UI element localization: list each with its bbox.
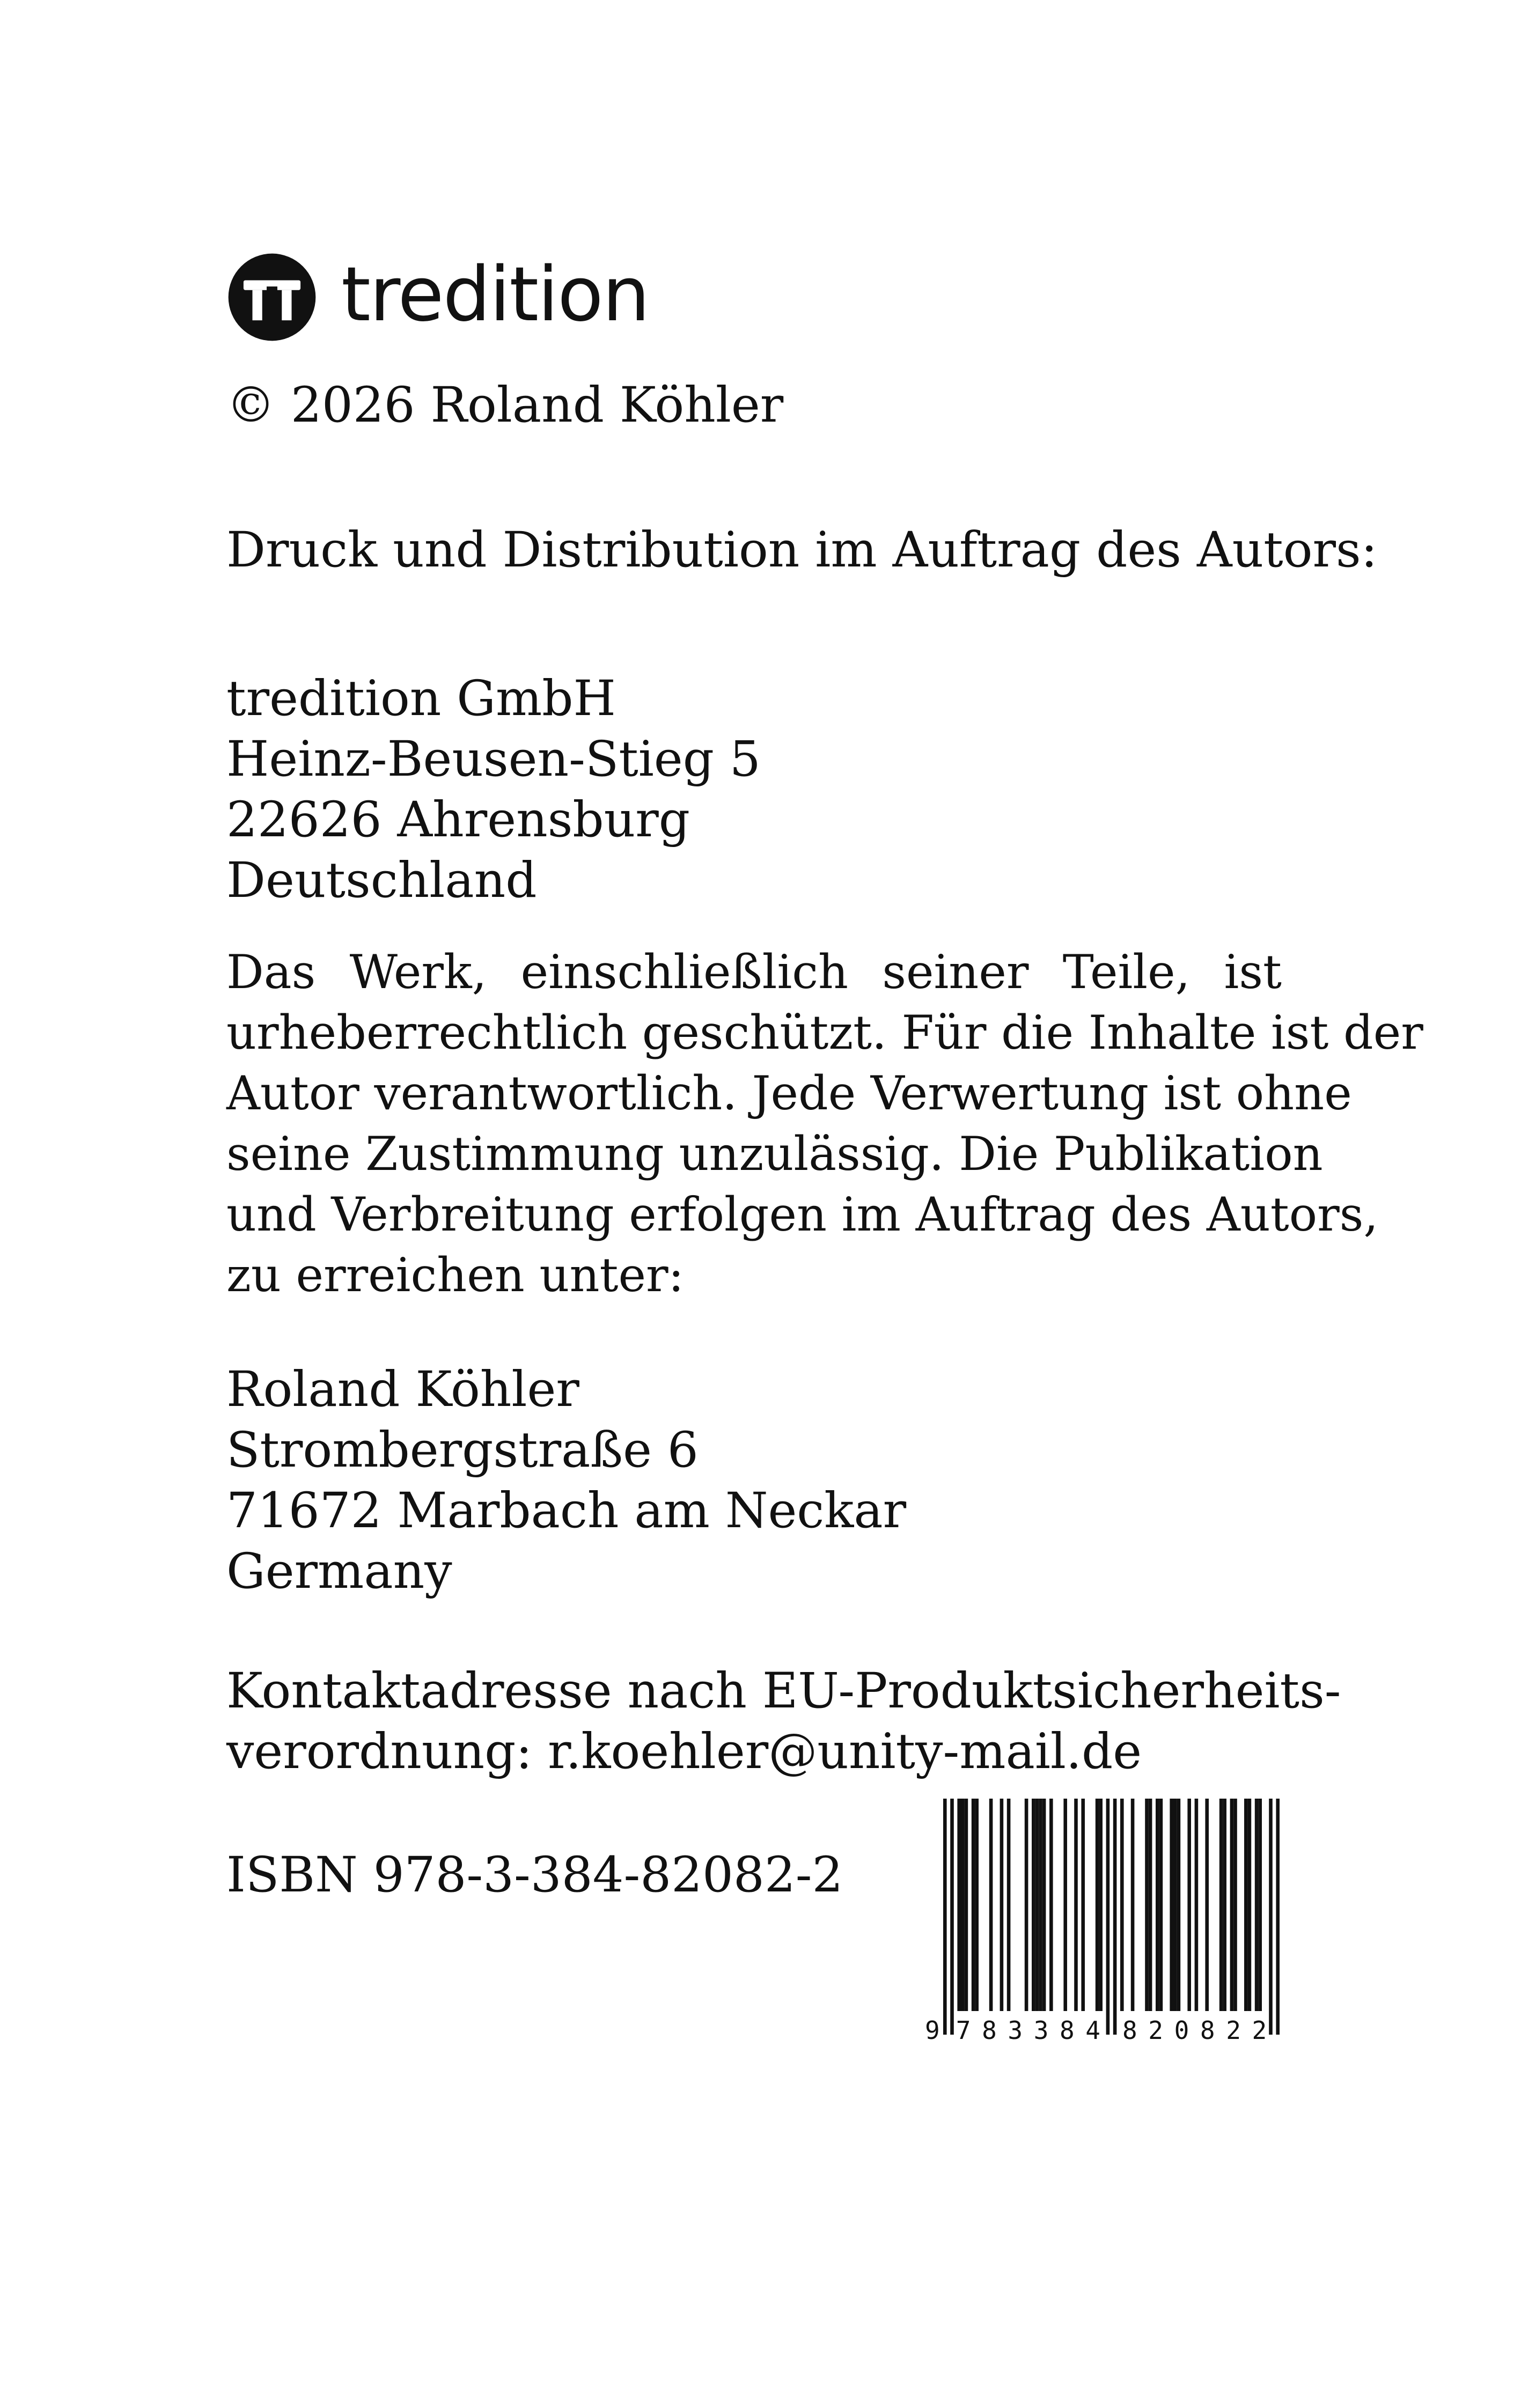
barcode-bar	[950, 1799, 954, 2035]
author-country: Germany	[226, 1543, 452, 1600]
legal-text-line: und Verbreitung erfolgen im Auftrag des Autors,	[226, 1187, 1379, 1242]
barcode-bar	[1173, 1799, 1177, 2011]
barcode-bar	[1113, 1799, 1117, 2035]
isbn-barcode	[923, 1799, 1282, 2048]
legal-text-line: Das Werk, einschließlich seiner Teile, ist	[226, 945, 1282, 999]
barcode-bar	[1096, 1799, 1099, 2011]
barcode-digits-left: 783384	[956, 2016, 1100, 2045]
print-notice: Druck und Distribution im Auftrag des Autors:	[226, 522, 1378, 578]
contact-line-2: verordnung: r.koehler@unity-mail.de	[226, 1724, 1142, 1780]
barcode-bar	[1195, 1799, 1199, 2011]
barcode-bar	[1120, 1799, 1124, 2011]
barcode-bar	[965, 1799, 968, 2011]
legal-text-line: urheberrechtlich geschützt. Für die Inhalte ist der	[226, 1005, 1423, 1060]
barcode-bar	[1035, 1799, 1039, 2011]
barcode-bar	[1145, 1799, 1149, 2011]
barcode-bar	[1049, 1799, 1053, 2011]
barcode-bar	[1081, 1799, 1085, 2011]
isbn-label: ISBN 978-3-384-82082-2	[226, 1847, 843, 1903]
barcode-bar	[961, 1799, 965, 2011]
legal-notice-paragraph	[226, 942, 1423, 1306]
barcode-bar	[1063, 1799, 1067, 2011]
barcode-bar	[1255, 1799, 1259, 2011]
barcode-bar	[1177, 1799, 1181, 2011]
barcode-bar	[1074, 1799, 1078, 2011]
barcode-bar	[1230, 1799, 1234, 2011]
barcode-bar	[1042, 1799, 1046, 2011]
legal-text-line: seine Zustimmung unzulässig. Die Publikation	[226, 1126, 1323, 1181]
barcode-bar	[957, 1799, 961, 2011]
barcode-bars	[943, 1799, 1280, 2035]
barcode-bar	[1223, 1799, 1226, 2011]
barcode-bar	[1244, 1799, 1248, 2011]
publisher-street: Heinz-Beusen-Stieg 5	[226, 731, 761, 787]
author-street: Strombergstraße 6	[226, 1422, 699, 1478]
author-city: 71672 Marbach am Neckar	[226, 1483, 907, 1539]
barcode-bar	[943, 1799, 947, 2035]
legal-text-line: zu erreichen unter:	[226, 1248, 684, 1302]
publisher-city: 22626 Ahrensburg	[226, 792, 690, 848]
barcode-bar	[1131, 1799, 1135, 2011]
copyright-line: © 2026 Roland Köhler	[226, 377, 784, 433]
barcode-bar	[1039, 1799, 1042, 2011]
barcode-digit-prefix: 9	[925, 2016, 940, 2045]
barcode-bar	[1000, 1799, 1004, 2011]
barcode-bar	[1248, 1799, 1252, 2011]
contact-line-1: Kontaktadresse nach EU-Produktsicherheits-	[226, 1663, 1341, 1719]
barcode-digits-right: 820822	[1122, 2016, 1267, 2045]
barcode-bar	[1219, 1799, 1223, 2011]
barcode-bar	[989, 1799, 993, 2011]
barcode-bar	[1187, 1799, 1191, 2011]
barcode-bar	[1099, 1799, 1103, 2011]
author-name: Roland Köhler	[226, 1361, 579, 1418]
barcode-bar	[1258, 1799, 1262, 2011]
tredition-t-logo-icon	[227, 253, 317, 342]
barcode-bar	[1276, 1799, 1280, 2035]
barcode-bar	[1025, 1799, 1028, 2011]
logo-wordmark: tredition	[341, 251, 649, 338]
barcode-bar	[1233, 1799, 1237, 2011]
barcode-bar	[1170, 1799, 1173, 2011]
barcode-bar	[1156, 1799, 1159, 2011]
barcode-bar	[1106, 1799, 1110, 2035]
barcode-bar	[975, 1799, 979, 2011]
publisher-name: tredition GmbH	[226, 671, 616, 727]
barcode-bar	[1159, 1799, 1163, 2011]
barcode-bar	[1149, 1799, 1152, 2011]
tredition-logo	[227, 252, 649, 342]
barcode-bar	[1007, 1799, 1011, 2011]
legal-text-line: Autor verantwortlich. Jede Verwertung ist ohne	[226, 1066, 1352, 1121]
barcode-bar	[1032, 1799, 1035, 2011]
barcode-bar	[972, 1799, 975, 2011]
publisher-country: Deutschland	[226, 852, 537, 909]
barcode-bar	[1205, 1799, 1209, 2011]
barcode-bar	[1269, 1799, 1273, 2035]
